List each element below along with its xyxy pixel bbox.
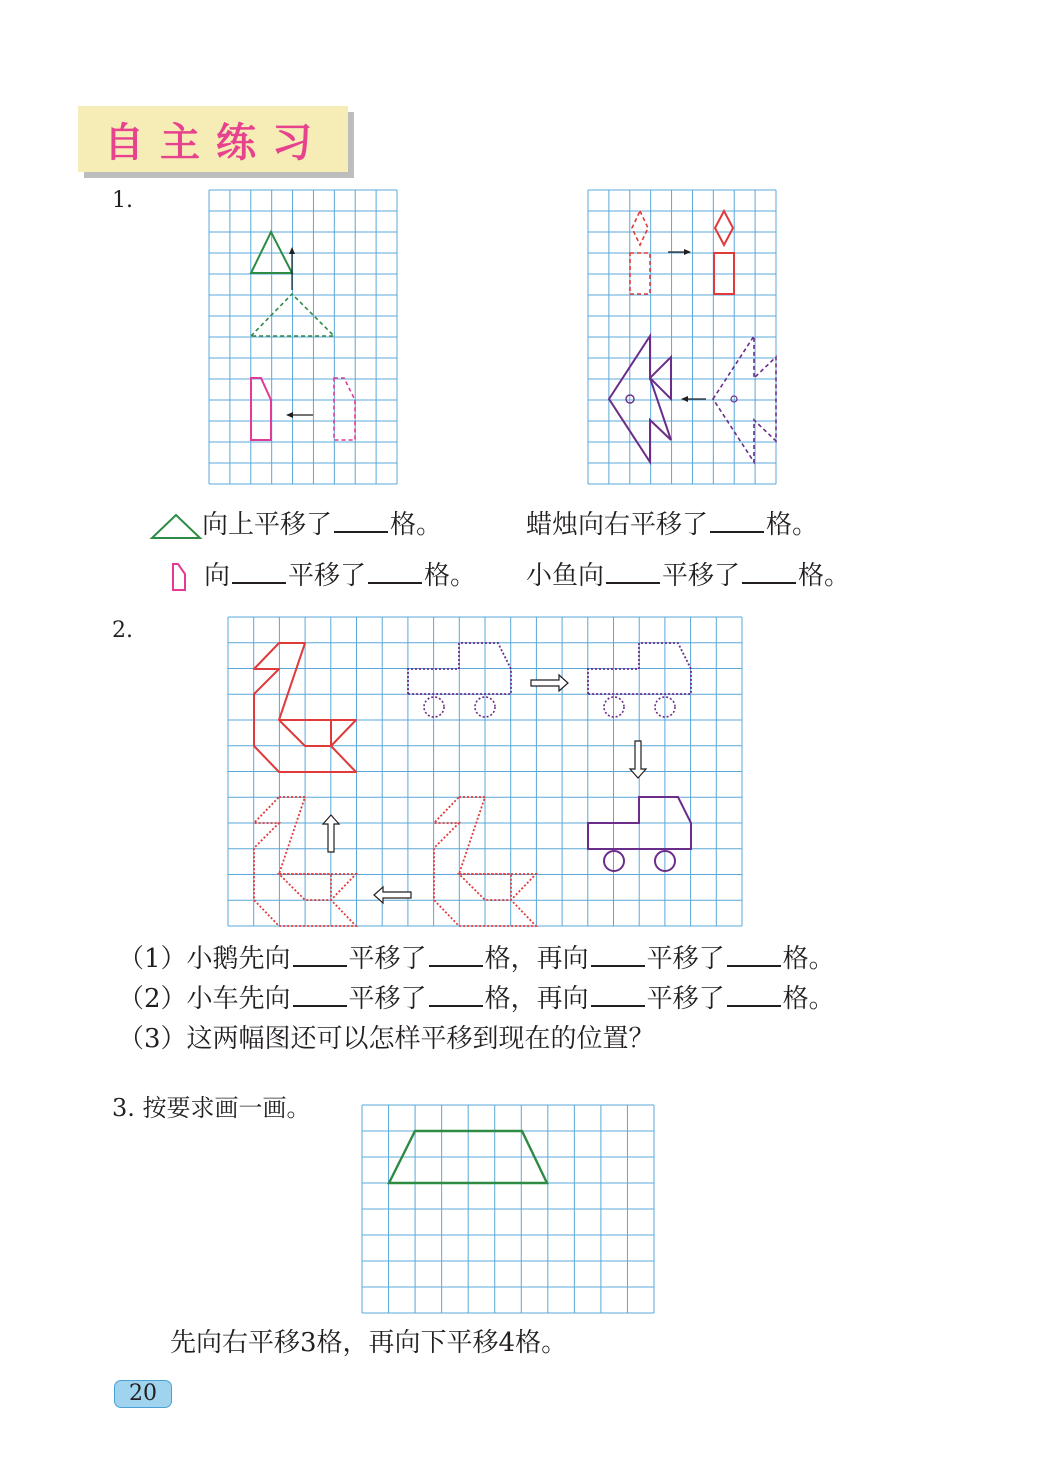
left-arrow-head <box>681 396 688 402</box>
candle-flame-solid <box>715 211 733 245</box>
q2-sub1: （1）小鹅先向 平移了 格，再向 平移了 格。 <box>118 944 835 974</box>
q3-grid <box>362 1105 656 1314</box>
q1-number: 1. <box>112 188 133 213</box>
q1-line1-left: 向上平移了 格。 <box>150 504 442 541</box>
q1-line1-right: 蜡烛向右平移了 格。 <box>526 510 819 540</box>
q2-number: 2. <box>112 618 133 643</box>
hollow-arrow-up <box>323 815 339 852</box>
answer-blank[interactable] <box>368 582 422 584</box>
q3-title: 3. 按要求画一画。 <box>112 1094 311 1122</box>
q2-sub3: （3）这两幅图还可以怎样平移到现在的位置？ <box>118 1024 655 1054</box>
answer-blank[interactable] <box>591 1005 645 1007</box>
triangle-icon <box>150 512 202 540</box>
answer-blank[interactable] <box>429 1005 483 1007</box>
grid-lines <box>588 190 776 484</box>
answer-blank[interactable] <box>334 531 388 533</box>
grid-lines <box>209 190 397 484</box>
q1-line2-left: 向 平移了 格。 <box>170 555 476 592</box>
answer-blank[interactable] <box>606 582 660 584</box>
candle-flame-dashed <box>632 211 648 245</box>
hollow-arrow-down <box>630 741 646 778</box>
q3-instruction: 先向右平移3格，再向下平移4格。 <box>170 1328 568 1358</box>
q1-line2-right: 小鱼向 平移了 格。 <box>526 561 851 591</box>
answer-blank[interactable] <box>293 1005 347 1007</box>
answer-blank[interactable] <box>710 531 764 533</box>
section-banner <box>78 106 348 172</box>
answer-blank[interactable] <box>232 582 286 584</box>
answer-blank[interactable] <box>727 1005 781 1007</box>
answer-blank[interactable] <box>727 965 781 967</box>
left-arrow-head <box>286 412 293 418</box>
answer-blank[interactable] <box>591 965 645 967</box>
grid-lines <box>362 1105 654 1313</box>
q1-grid-right <box>588 190 778 486</box>
right-arrow-head <box>684 249 691 255</box>
answer-blank[interactable] <box>293 965 347 967</box>
page-number: 20 <box>114 1380 172 1408</box>
pentagon-icon <box>170 562 190 592</box>
fish-solid <box>609 336 671 462</box>
pentagon-dashed <box>334 378 355 440</box>
q2-sub2: （2）小车先向 平移了 格，再向 平移了 格。 <box>118 984 835 1014</box>
pentagon-solid <box>251 378 271 440</box>
answer-blank[interactable] <box>429 965 483 967</box>
answer-blank[interactable] <box>742 582 796 584</box>
up-arrow-head <box>289 247 295 254</box>
fish-dashed <box>713 336 776 462</box>
q1-grid-left <box>209 190 399 486</box>
q2-grid <box>228 617 743 927</box>
section-title: 自主练习 <box>104 119 328 166</box>
